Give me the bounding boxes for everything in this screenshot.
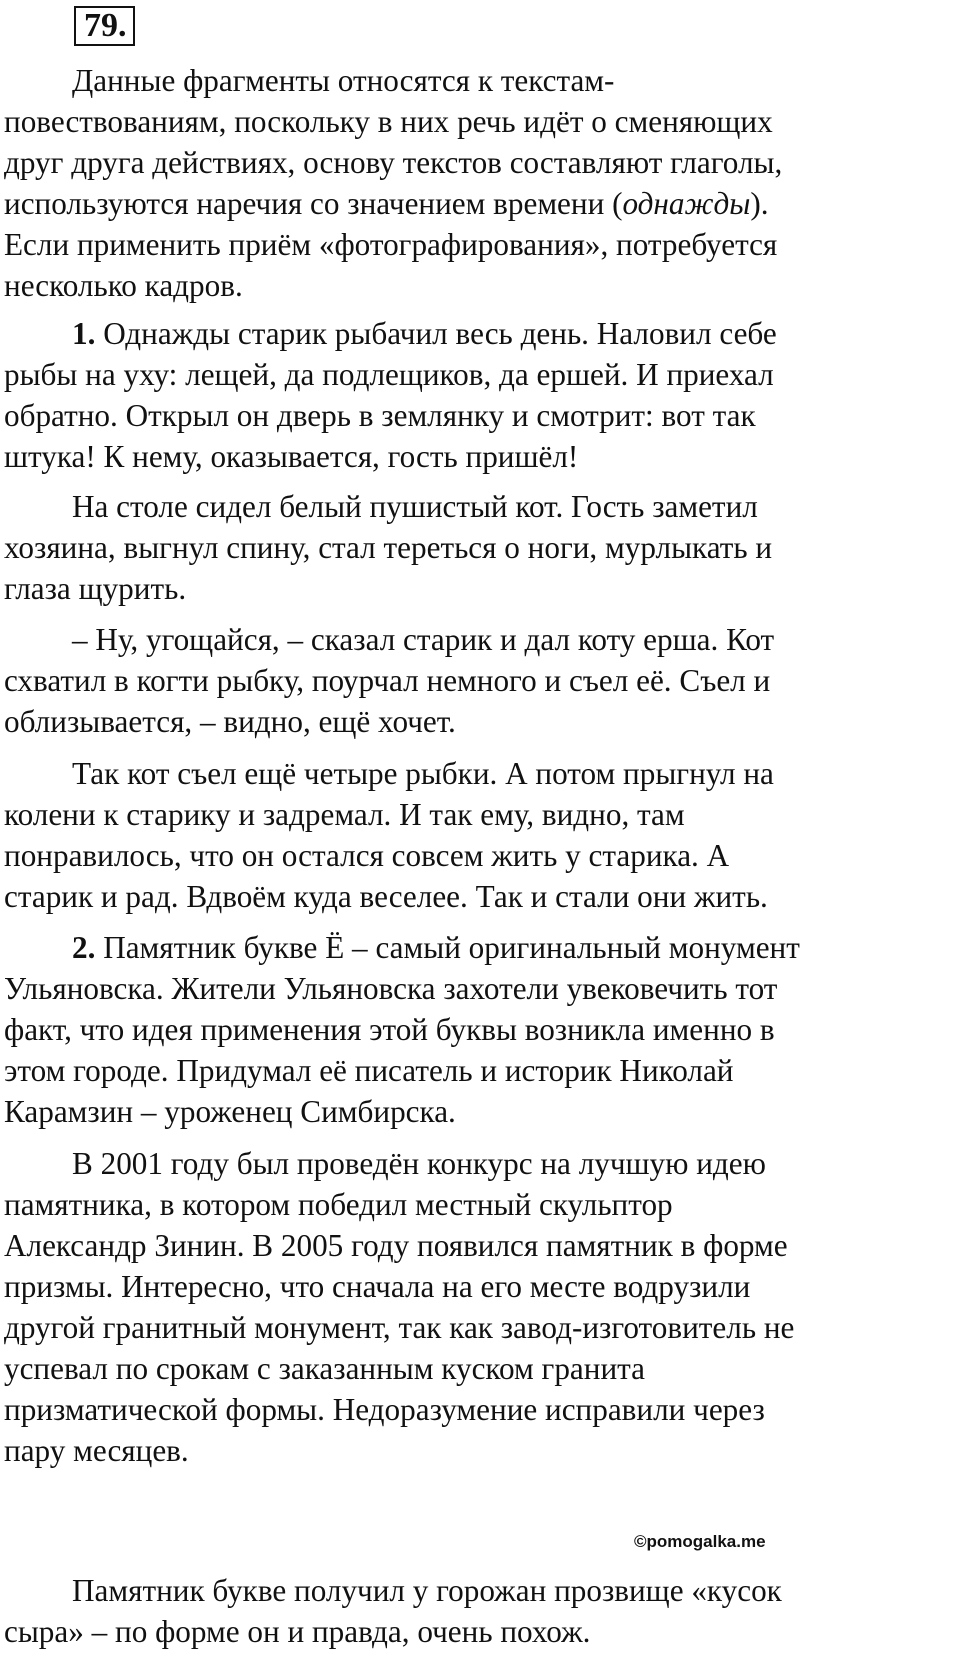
fragment-2-paragraph-1 [4,927,954,1132]
fragment-2-paragraph-3 [4,1570,954,1652]
fragment-1-paragraph-3 [4,619,954,742]
fragment-number: 2. [72,930,96,965]
italic-word: однажды [622,186,751,221]
text-line: факт, что идея применения этой буквы возникла именно в [4,1012,775,1047]
text-line: понравилось, что он остался совсем жить у старика. А [4,838,730,873]
text-line: несколько кадров. [4,268,243,303]
text-segment: Памятник букве Ё – самый оригинальный монумент [95,930,800,965]
text-segment: Однажды старик рыбачил весь день. Наловил себе [95,316,777,351]
text-line: Если применить приём «фотографирования», потребуется [4,227,778,262]
text-line: обратно. Открыл он дверь в землянку и смотрит: вот так [4,398,756,433]
text-segment: используются наречия со значением времени ( [4,186,623,221]
text-line: – Ну, угощайся, – сказал старик и дал коту ерша. Кот [72,622,775,657]
fragment-number: 1. [72,316,96,351]
text-line: глаза щурить. [4,571,187,606]
fragment-2-paragraph-2 [4,1143,954,1471]
fragment-1-paragraph-1 [4,313,954,477]
text-line: призмы. Интересно, что сначала на его месте водрузили [4,1269,751,1304]
text-line: Александр Зинин. В 2005 году появился памятник в форме [4,1228,788,1263]
text-line: старик и рад. Вдвоём куда веселее. Так и стали они жить. [4,879,768,914]
text-line: Данные фрагменты относятся к текстам- [72,63,615,98]
text-line [4,183,954,224]
text-line: облизывается, – видно, ещё хочет. [4,704,456,739]
text-line: другой гранитный монумент, так как завод-изготовитель не [4,1310,795,1345]
intro-paragraph [4,60,954,306]
text-line: успевал по срокам с заказанным куском гранита [4,1351,645,1386]
text-line: памятника, в котором победил местный скульптор [4,1187,673,1222]
text-line: пару месяцев. [4,1433,189,1468]
text-segment: ). [750,186,769,221]
text-line: сыра» – по форме он и правда, очень похож. [4,1614,591,1649]
text-line: На столе сидел белый пушистый кот. Гость заметил [72,489,758,524]
text-line: Так кот съел ещё четыре рыбки. А потом прыгнул на [72,756,774,791]
text-line: схватил в когти рыбку, поурчал немного и съел её. Съел и [4,663,771,698]
fragment-1-paragraph-2 [4,486,954,609]
text-line [4,313,954,354]
text-line: друг друга действиях, основу текстов составляют глаголы, [4,145,783,180]
text-line [4,927,954,968]
task-number-box: 79. [74,6,135,46]
fragment-1-paragraph-4 [4,753,954,917]
text-line: Памятник букве получил у горожан прозвище «кусок [72,1573,782,1608]
text-line: этом городе. Придумал её писатель и историк Николай [4,1053,734,1088]
text-line: призматической формы. Недоразумение исправили через [4,1392,765,1427]
text-line: колени к старику и задремал. И так ему, видно, там [4,797,685,832]
text-line: хозяина, выгнул спину, стал тереться о ноги, мурлыкать и [4,530,773,565]
watermark: ©pomogalka.me [634,1532,766,1551]
text-line: Карамзин – уроженец Симбирска. [4,1094,456,1129]
text-line: Ульяновска. Жители Ульяновска захотели увековечить тот [4,971,778,1006]
text-line: повествованиям, поскольку в них речь идёт о сменяющих [4,104,773,139]
text-line: штука! К нему, оказывается, гость пришёл! [4,439,579,474]
text-line: В 2001 году был проведён конкурс на лучшую идею [72,1146,766,1181]
text-line: рыбы на уху: лещей, да подлещиков, да ершей. И приехал [4,357,774,392]
